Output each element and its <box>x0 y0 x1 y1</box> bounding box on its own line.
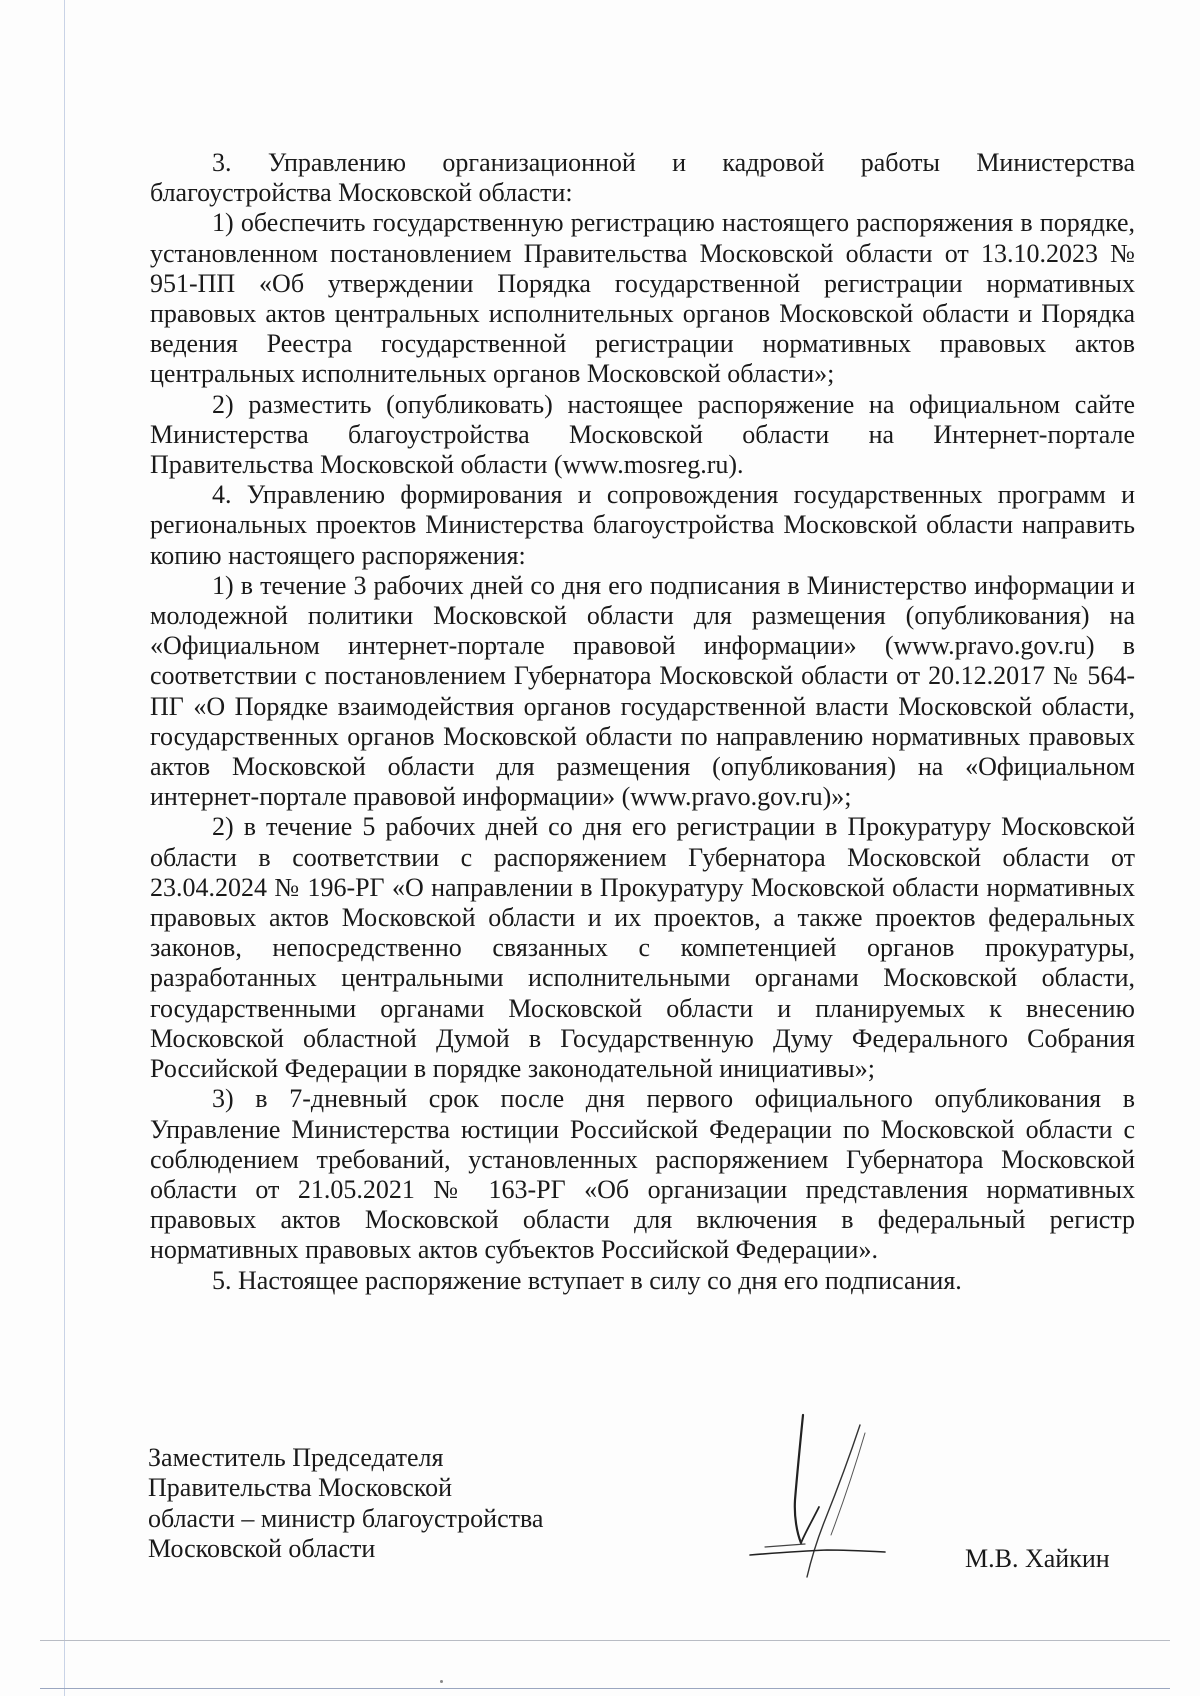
paragraph-item-3-2: 2) разместить (опубликовать) настоящее распоряжение на официальном сайте Министерства благоустройства Московской области на Интернет-портале Правительства Московской области (www.mosreg.ru). <box>150 389 1135 480</box>
paragraph-item-3: 3. Управлению организационной и кадровой работы Министерства благоустройства Московской области: <box>150 148 1135 208</box>
signatory-position <box>148 1443 608 1565</box>
paragraph-item-4-1: 1) в течение 3 рабочих дней со дня его подписания в Министерство информации и молодежной политики Московской области для размещения (опубликования) на «Официальном интернет-портале правовой информации» (www.pravo.gov.ru) в соответствии с постановлением Губернатора Московской области от 20.12.2017 № 564-ПГ «О Порядке взаимодействия органов государственной власти Московской области, государственных органов Московской области по направлению нормативных правовых актов Московской области для размещения (опубликования) на «Официальном интернет-портале правовой информации» (www.pravo.gov.ru)»; <box>150 570 1135 812</box>
scan-edge-line <box>64 0 65 1696</box>
signatory-position-line: области – министр благоустройства <box>148 1503 544 1533</box>
paragraph-item-4: 4. Управлению формирования и сопровождения государственных программ и региональных проектов Министерства благоустройства Московской области направить копию настоящего распоряжения: <box>150 480 1135 570</box>
handwritten-signature-icon <box>745 1405 895 1590</box>
divider <box>40 1640 1170 1641</box>
paragraph-item-4-3: 3) в 7-дневный срок после дня первого официального опубликования в Управление Министерства юстиции Российской Федерации по Московской области с соблюдением требований, установленных распоряжением Губернатора Московской области от 21.05.2021 № 163-РГ «Об организации представления нормативных правовых актов Московской области для включения в федеральный регистр нормативных правовых актов субъектов Российской Федерации». <box>150 1084 1135 1265</box>
signatory-name: М.В. Хайкин <box>965 1544 1110 1573</box>
signatory-position-line: Московской области <box>148 1534 376 1564</box>
signatory-position-line: Заместитель Председателя <box>148 1443 444 1472</box>
paragraph-item-3-1: 1) обеспечить государственную регистрацию настоящего распоряжения в порядке, установленном постановлением Правительства Московской области от 13.10.2023 № 951-ПП «Об утверждении Порядка государственной регистрации нормативных правовых актов центральных исполнительных органов Московской области и Порядка ведения Реестра государственной регистрации нормативных правовых актов центральных исполнительных органов Московской области»; <box>150 208 1135 389</box>
scan-speck <box>440 1680 443 1683</box>
paragraph-item-4-2: 2) в течение 5 рабочих дней со дня его регистрации в Прокуратуру Московской области в соответствии с распоряжением Губернатора Московской области от 23.04.2024 № 196-РГ «О направлении в Прокуратуру Московской области нормативных правовых актов Московской области и их проектов, а также проектов федеральных законов, непосредственно связанных с компетенцией органов прокуратуры, разработанных центральными исполнительными органами Московской области, государственными органами Московской области и планируемых к внесению Московской областной Думой в Государственную Думу Федерального Собрания Российской Федерации в порядке законодательной инициативы»; <box>150 812 1135 1084</box>
document-body <box>150 148 1135 1296</box>
scan-bottom-edge <box>40 1688 1170 1689</box>
paragraph-item-5: 5. Настоящее распоряжение вступает в силу со дня его подписания. <box>212 1265 962 1295</box>
signatory-position-line: Правительства Московской <box>148 1473 452 1503</box>
